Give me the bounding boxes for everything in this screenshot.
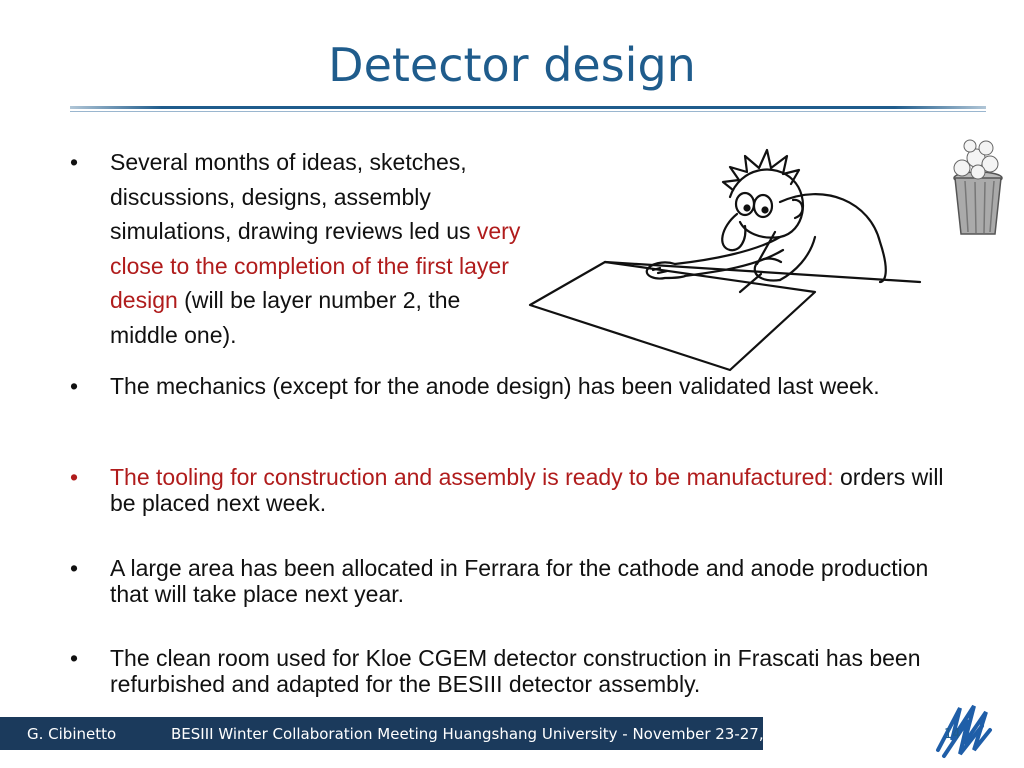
bullet-text xyxy=(110,464,960,516)
bullet-text xyxy=(110,145,530,352)
bullet-text-segment: A large area has been allocated in Ferrara for the cathode and anode production that will take place next year. xyxy=(110,555,929,607)
bullet-marker: • xyxy=(70,555,79,581)
bullet-text-segment: orders will be placed next week. xyxy=(110,464,944,516)
footer-bar xyxy=(0,717,807,750)
bullet-marker: • xyxy=(70,464,79,490)
bullet-text-highlight: very close to the completion of the first layer design xyxy=(110,218,521,313)
bullet-text-segment: (will be layer number 2, the middle one). xyxy=(110,287,461,348)
slide-title: Detector design xyxy=(328,38,696,92)
bullet-text xyxy=(110,645,960,697)
bullet-text xyxy=(110,373,960,399)
wastebasket-crumpled-paper-icon xyxy=(948,138,1008,240)
bullet-text-segment: The mechanics (except for the anode design) has been validated last week. xyxy=(110,373,880,399)
bullet-text xyxy=(110,555,960,607)
page-number: 14 xyxy=(944,727,961,742)
bullet-marker: • xyxy=(70,149,79,175)
title-underline-thin xyxy=(70,111,986,112)
title-underline xyxy=(70,106,986,109)
footer-author: G. Cibinetto xyxy=(27,725,117,743)
bullet-marker: • xyxy=(70,373,79,399)
bullet-text-highlight: The tooling for construction and assembly is ready to be manufactured: xyxy=(110,464,834,490)
footer-event: BESIII Winter Collaboration Meeting Huangshang University - November 23-27, 2013 xyxy=(171,725,807,743)
person-drawing-illustration xyxy=(525,142,925,372)
bullet-marker: • xyxy=(70,645,79,671)
bullet-text-segment: The clean room used for Kloe CGEM detector construction in Frascati has been refurbished and adapted for the BESIII detector assembly. xyxy=(110,645,921,697)
institution-logo-scribble xyxy=(930,700,996,760)
bullet-text-segment: Several months of ideas, sketches, discussions, designs, assembly simulations, drawing reviews led us xyxy=(110,149,477,244)
